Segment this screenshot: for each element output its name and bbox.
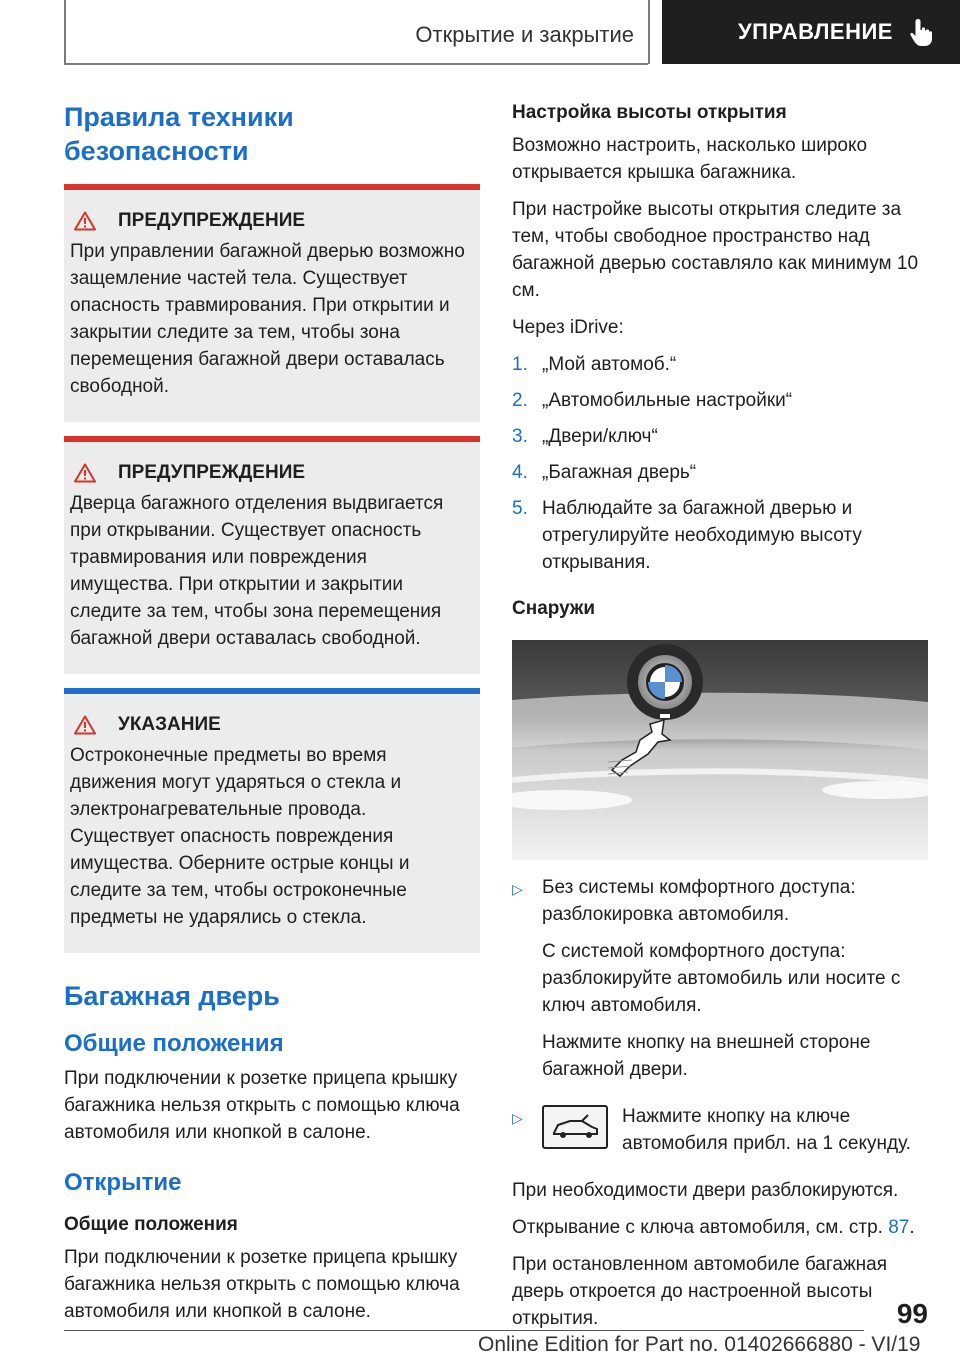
left-column — [64, 100, 480, 1335]
warning-notice-2 — [64, 436, 480, 674]
key-open-text: Открывание с ключа автомобиля, см. стр. 87. — [512, 1217, 915, 1238]
bullet-text: Нажмите кнопку на внешней стороне багажной двери. — [542, 1032, 871, 1080]
warning-triangle-icon — [74, 715, 96, 735]
footer-divider — [64, 1330, 864, 1331]
bullet-text: Без системы комфортного доступа: разблокировка автомобиля. — [542, 877, 856, 925]
warning-triangle-icon — [74, 463, 96, 483]
outside-heading: Снаружи — [512, 598, 596, 619]
trunk-key-button-icon — [542, 1105, 608, 1149]
opening-heading: Открытие — [64, 1169, 182, 1196]
idrive-steps — [512, 351, 928, 576]
bullet-text: Нажмите кнопку на ключе автомобиля прибл. на 1 секунду. — [622, 1106, 911, 1154]
trunk-door-heading: Багажная дверь — [64, 981, 280, 1011]
hand-pointer-icon — [909, 17, 935, 47]
bullet-key — [512, 1103, 928, 1167]
warning-triangle-icon — [74, 211, 96, 231]
bullet-outside — [512, 874, 928, 1093]
list-item: 5. Наблюдайте за багажной дверью и отрегулируйте необходимую высоту открывания. — [512, 498, 862, 573]
notice-title: ПРЕДУПРЕЖДЕНИЕ — [118, 210, 306, 231]
list-item: 3. „Двери/ключ“ — [512, 426, 658, 447]
notice-text: При управлении багажной дверью возможно защемление частей тела. Существует опасность травмирования. При открытии и закрытии следите за тем, чтобы зона перемещения багажной двери оставалась свободной. — [70, 241, 465, 397]
opening-general-text: При подключении к розетке прицепа крышку багажника нельзя открыть с помощью ключа автомобиля или кнопкой в салоне. — [64, 1247, 460, 1322]
height-heading: Настройка высоты открытия — [512, 102, 787, 123]
bullet-triangle-icon: ▷ — [512, 881, 523, 897]
notice-text: Дверца багажного отделения выдвигается при открывании. Существует опасность травмирования или повреждения имущества. При открытии и закрытии следите за тем, чтобы зона перемещения багажной двери оставалась свободной. — [70, 493, 444, 649]
general-heading: Общие положения — [64, 1030, 284, 1057]
footer-edition: Online Edition for Part no. 01402666880 - VI/19 — [478, 1333, 921, 1356]
page-number: 99 — [896, 1298, 928, 1329]
list-item: 1. „Мой автомоб.“ — [512, 354, 677, 375]
right-column — [512, 100, 928, 1342]
general-text: При подключении к розетке прицепа крышку багажника нельзя открыть с помощью ключа автомобиля или кнопкой в салоне. — [64, 1068, 460, 1143]
height-text-1: Возможно настроить, насколько широко открывается крышка багажника. — [512, 135, 868, 183]
header-chapter-label: УПРАВЛЕНИЕ — [738, 19, 893, 44]
header-divider-mid — [648, 0, 650, 64]
notice-text: Остроконечные предметы во время движения могут ударяться о стекла и электронагревательные провода. Существует опасность повреждения имущества. Оберните острые концы и следите за тем, чтобы остроконечные предметы не ударялись о стекла. — [70, 745, 410, 928]
list-item: 2. „Автомобильные настройки“ — [512, 390, 793, 411]
info-notice — [64, 688, 480, 953]
unlock-text: При необходимости двери разблокируются. — [512, 1180, 899, 1201]
stopped-text: При остановленном автомобиле багажная дверь откроется до настроенной высоты открытия. — [512, 1254, 888, 1329]
bullet-triangle-icon: ▷ — [512, 1110, 523, 1126]
header-underline — [64, 63, 648, 65]
list-item: 4. „Багажная дверь“ — [512, 462, 697, 483]
idrive-label: Через iDrive: — [512, 317, 624, 338]
notice-title: ПРЕДУПРЕЖДЕНИЕ — [118, 462, 306, 483]
bullet-text: С системой комфортного доступа: разблокируйте автомобиль или носите с ключ автомобиля. — [542, 941, 901, 1016]
opening-general-heading: Общие положения — [64, 1214, 238, 1235]
header-section-title: Открытие и закрытие — [415, 22, 634, 47]
trunk-button-photo — [512, 640, 928, 860]
warning-notice-1 — [64, 184, 480, 422]
notice-title: УКАЗАНИЕ — [118, 714, 221, 735]
page-link[interactable]: 87 — [888, 1217, 910, 1238]
header-chapter-tab[interactable] — [662, 0, 960, 64]
safety-heading: Правила техники безопасности — [64, 102, 294, 166]
height-text-2: При настройке высоты открытия следите за тем, чтобы свободное пространство над багажной дверью составляло как минимум 10 см. — [512, 199, 919, 301]
